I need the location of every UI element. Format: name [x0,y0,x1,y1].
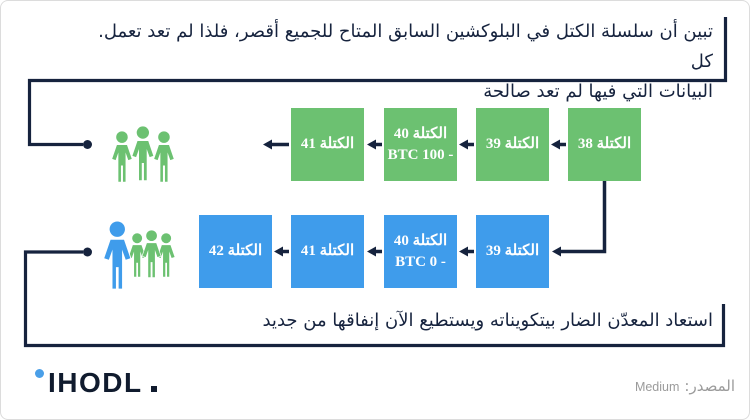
old-block-40 [384,108,457,181]
source-value: Medium [634,380,680,394]
block-label: الكتلة 39 [485,243,540,259]
network-users-icon [107,125,179,185]
source-attribution [635,377,735,395]
attacker-miner-icon [97,220,181,292]
block-label: الكتلة 42 [208,243,263,259]
block-label: الكتلة 38 [577,136,632,152]
bottom-note [73,306,713,336]
logo-dot-icon [35,369,44,378]
new-block-39 [476,215,549,288]
block-label: الكتلة 40 [393,125,448,142]
old-block-38 [568,108,641,181]
arrow-new-40-41 [367,247,382,257]
top-note-line1: تبين أن سلسلة الكتل في البلوكشين السابق المتاح للجميع أقصر، فلذا لم تعد تعمل. كل [98,21,713,72]
block-sublabel: - 100 BTC [387,146,454,163]
arrow-old-41-network [263,140,289,150]
new-block-42 [199,215,272,288]
top-connector-dot [83,140,92,149]
arrow-fork-38-to-new-39 [552,181,605,257]
logo-period-icon [151,386,157,392]
arrow-new-41-42 [274,247,289,257]
block-label: الكتلة 41 [300,243,355,259]
arrow-new-39-40 [459,247,474,257]
arrow-old-38-39 [551,140,566,150]
source-label: المصدر: [684,377,735,395]
ihodl-logo [29,367,157,401]
bottom-connector-dot [83,248,92,257]
arrow-old-39-40 [459,140,474,150]
new-block-41 [291,215,364,288]
block-label: الكتلة 39 [485,136,540,152]
block-label: الكتلة 40 [393,232,448,249]
block-label: الكتلة 41 [300,136,355,152]
top-note [73,17,713,107]
old-block-39 [476,108,549,181]
old-block-41 [291,108,364,181]
new-block-40 [384,215,457,288]
block-sublabel: - 0 BTC [395,253,446,270]
arrow-old-40-41 [367,140,382,150]
top-note-line2: البيانات التي فيها لم تعد صالحة [483,81,713,102]
bottom-note-text: استعاد المعدّن الضار بيتكويناته ويستطيع الآن إنفاقها من جديد [262,310,713,331]
logo-wordmark: IHODL [48,367,143,398]
